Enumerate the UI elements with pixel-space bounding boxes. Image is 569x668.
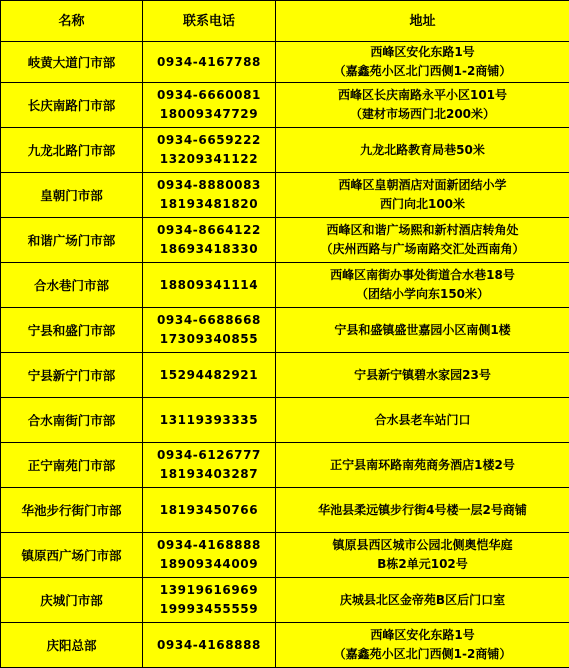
store-address [276, 623, 569, 668]
phone-line: 13209341122 [147, 150, 271, 169]
address-line: 华池县柔远镇步行街4号楼一层2号商铺 [280, 501, 565, 520]
address-line: 西峰区安化东路1号 [280, 626, 565, 645]
store-name: 和谐广场门市部 [1, 218, 143, 263]
header-address: 地址 [276, 1, 569, 42]
phone-line: 0934-6659222 [147, 131, 271, 150]
store-address [276, 83, 569, 128]
phone-line: 0934-4168888 [147, 636, 271, 655]
phone-line: 13919616969 [147, 581, 271, 600]
phone-line: 18193403287 [147, 465, 271, 484]
store-address [276, 533, 569, 578]
phone-line: 0934-6688668 [147, 311, 271, 330]
phone-line: 13119393335 [147, 411, 271, 430]
store-address [276, 398, 569, 443]
store-name: 宁县和盛门市部 [1, 308, 143, 353]
store-address [276, 173, 569, 218]
address-line: 西峰区安化东路1号 [280, 43, 565, 62]
store-name: 合水南街门市部 [1, 398, 143, 443]
phone-line: 15294482921 [147, 366, 271, 385]
phone-line: 18009347729 [147, 105, 271, 124]
address-line: 庆城县北区金帝苑B区后门口室 [280, 591, 565, 610]
store-name: 镇原西广场门市部 [1, 533, 143, 578]
phone-line: 18693418330 [147, 240, 271, 259]
store-phone [143, 353, 276, 398]
address-line: 镇原县西区城市公园北侧奥恺华庭 [280, 536, 565, 555]
table-row [1, 443, 569, 488]
phone-line: 18809341114 [147, 276, 271, 295]
table-row [1, 42, 569, 83]
header-phone: 联系电话 [143, 1, 276, 42]
phone-line: 18193450766 [147, 501, 271, 520]
store-phone [143, 218, 276, 263]
address-line: 合水县老车站门口 [280, 411, 565, 430]
store-address [276, 42, 569, 83]
table-row [1, 533, 569, 578]
phone-line: 0934-6660081 [147, 86, 271, 105]
store-phone [143, 533, 276, 578]
table-row [1, 263, 569, 308]
phone-line: 0934-8664122 [147, 221, 271, 240]
store-name: 华池步行街门市部 [1, 488, 143, 533]
store-name: 皇朝门市部 [1, 173, 143, 218]
address-line: （庆州西路与广场南路交汇处西南角） [280, 240, 565, 259]
store-address [276, 443, 569, 488]
store-address [276, 488, 569, 533]
store-name: 庆阳总部 [1, 623, 143, 668]
address-line: （嘉鑫苑小区北门西侧1-2商铺） [280, 645, 565, 664]
store-address [276, 353, 569, 398]
table-row [1, 398, 569, 443]
address-line: 宁县和盛镇盛世嘉园小区南侧1楼 [280, 321, 565, 340]
store-phone [143, 173, 276, 218]
phone-line: 0934-4168888 [147, 536, 271, 555]
phone-line: 18909344009 [147, 555, 271, 574]
store-phone [143, 443, 276, 488]
address-line: 西峰区皇朝酒店对面新团结小学 [280, 176, 565, 195]
phone-line: 0934-4167788 [147, 53, 271, 72]
store-phone [143, 42, 276, 83]
store-address [276, 308, 569, 353]
address-line: （建材市场西门北200米） [280, 105, 565, 124]
address-line: 宁县新宁镇碧水家园23号 [280, 366, 565, 385]
store-name: 长庆南路门市部 [1, 83, 143, 128]
table-row [1, 623, 569, 668]
store-name: 岐黄大道门市部 [1, 42, 143, 83]
store-name: 宁县新宁门市部 [1, 353, 143, 398]
store-name: 合水巷门市部 [1, 263, 143, 308]
phone-line: 0934-6126777 [147, 446, 271, 465]
table-row [1, 578, 569, 623]
header-name: 名称 [1, 1, 143, 42]
store-address [276, 578, 569, 623]
store-phone [143, 623, 276, 668]
phone-line: 18193481820 [147, 195, 271, 214]
phone-line: 0934-8880083 [147, 176, 271, 195]
table-row [1, 128, 569, 173]
table-row [1, 308, 569, 353]
address-line: 正宁县南环路南苑商务酒店1楼2号 [280, 456, 565, 475]
store-name: 九龙北路门市部 [1, 128, 143, 173]
store-phone [143, 488, 276, 533]
store-phone [143, 128, 276, 173]
store-address [276, 263, 569, 308]
store-name: 庆城门市部 [1, 578, 143, 623]
table-row [1, 83, 569, 128]
store-phone [143, 398, 276, 443]
store-phone [143, 263, 276, 308]
table-row [1, 353, 569, 398]
address-line: 西峰区和谐广场熙和新村酒店转角处 [280, 221, 565, 240]
address-line: （嘉鑫苑小区北门西侧1-2商铺） [280, 62, 565, 81]
table-row [1, 173, 569, 218]
header-row [1, 1, 569, 42]
address-line: 西峰区南街办事处街道合水巷18号 [280, 266, 565, 285]
store-address [276, 218, 569, 263]
phone-line: 17309340855 [147, 330, 271, 349]
table-row [1, 218, 569, 263]
address-line: （团结小学向东150米） [280, 285, 565, 304]
store-address [276, 128, 569, 173]
phone-line: 19993455559 [147, 600, 271, 619]
table-row [1, 488, 569, 533]
store-name: 正宁南苑门市部 [1, 443, 143, 488]
store-phone [143, 308, 276, 353]
store-phone [143, 83, 276, 128]
address-line: 西门向北100米 [280, 195, 565, 214]
store-phone [143, 578, 276, 623]
address-line: B栋2单元102号 [280, 555, 565, 574]
address-line: 西峰区长庆南路永平小区101号 [280, 86, 565, 105]
address-line: 九龙北路教育局巷50米 [280, 141, 565, 160]
